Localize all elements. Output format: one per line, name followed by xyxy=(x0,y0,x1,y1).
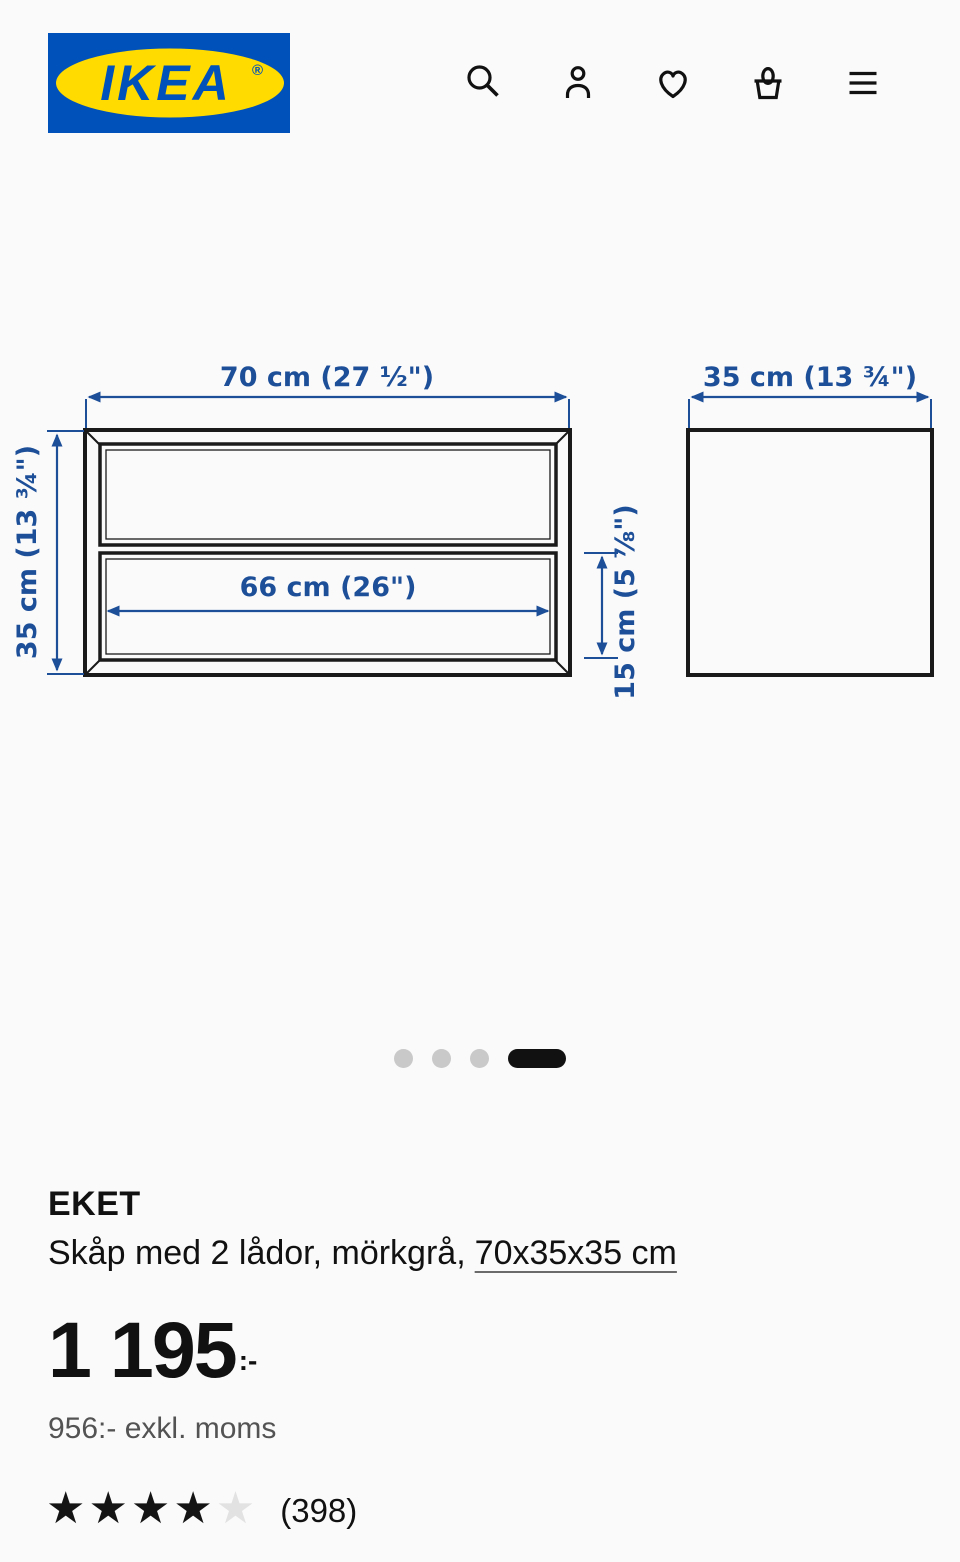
inner-width-dimension xyxy=(108,572,548,611)
front-width-dimension-label: 70 cm (27 ½") xyxy=(219,362,435,393)
star-empty: ★ xyxy=(215,1483,259,1534)
price-amount: 1 195 xyxy=(48,1305,236,1394)
logo-text: IKEA xyxy=(100,55,232,111)
review-count: (398) xyxy=(280,1492,358,1529)
carousel-dot-2[interactable] xyxy=(432,1049,451,1068)
drawer-height-dimension xyxy=(584,504,641,699)
carousel-dot-4-active[interactable] xyxy=(508,1049,566,1068)
registered-trademark: ® xyxy=(252,62,264,79)
side-depth-dimension-label: 35 cm (13 ¾") xyxy=(702,362,918,393)
search-icon[interactable] xyxy=(463,63,503,103)
top-drawer-front xyxy=(100,444,556,545)
price-currency-suffix: :- xyxy=(238,1345,258,1376)
ikea-logo[interactable] xyxy=(48,33,290,133)
price xyxy=(48,1305,258,1394)
front-height-dimension xyxy=(12,431,84,674)
stars-filled: ★★★★ xyxy=(46,1483,216,1534)
tax-note: 956:- exkl. moms xyxy=(48,1412,277,1445)
front-width-dimension xyxy=(86,362,569,428)
bottom-drawer-front xyxy=(100,553,556,660)
product-description-text: Skåp med 2 lådor, mörkgrå, xyxy=(48,1234,466,1272)
carousel-dot-1[interactable] xyxy=(394,1049,413,1068)
side-view-drawing xyxy=(688,362,932,675)
carousel-dot-3[interactable] xyxy=(470,1049,489,1068)
inner-width-dimension-label: 66 cm (26") xyxy=(239,572,417,603)
front-height-dimension-label: 35 cm (13 ¾") xyxy=(12,444,43,660)
menu-hamburger-icon[interactable] xyxy=(843,63,883,103)
dimensions-link[interactable]: 70x35x35 cm xyxy=(474,1234,677,1272)
rating-row[interactable] xyxy=(46,1483,357,1535)
profile-icon[interactable] xyxy=(558,63,598,103)
drawer-height-dimension-label: 15 cm (5 ⅞") xyxy=(610,504,641,700)
wishlist-heart-icon[interactable] xyxy=(653,63,693,103)
product-name: EKET xyxy=(48,1185,141,1223)
product-dimension-diagram xyxy=(0,340,960,740)
product-description xyxy=(48,1234,677,1273)
basket-icon[interactable] xyxy=(748,63,788,103)
image-carousel-dots xyxy=(0,1049,960,1068)
site-header xyxy=(0,0,960,165)
front-view-drawing xyxy=(85,430,570,675)
header-nav-icons xyxy=(463,63,883,103)
